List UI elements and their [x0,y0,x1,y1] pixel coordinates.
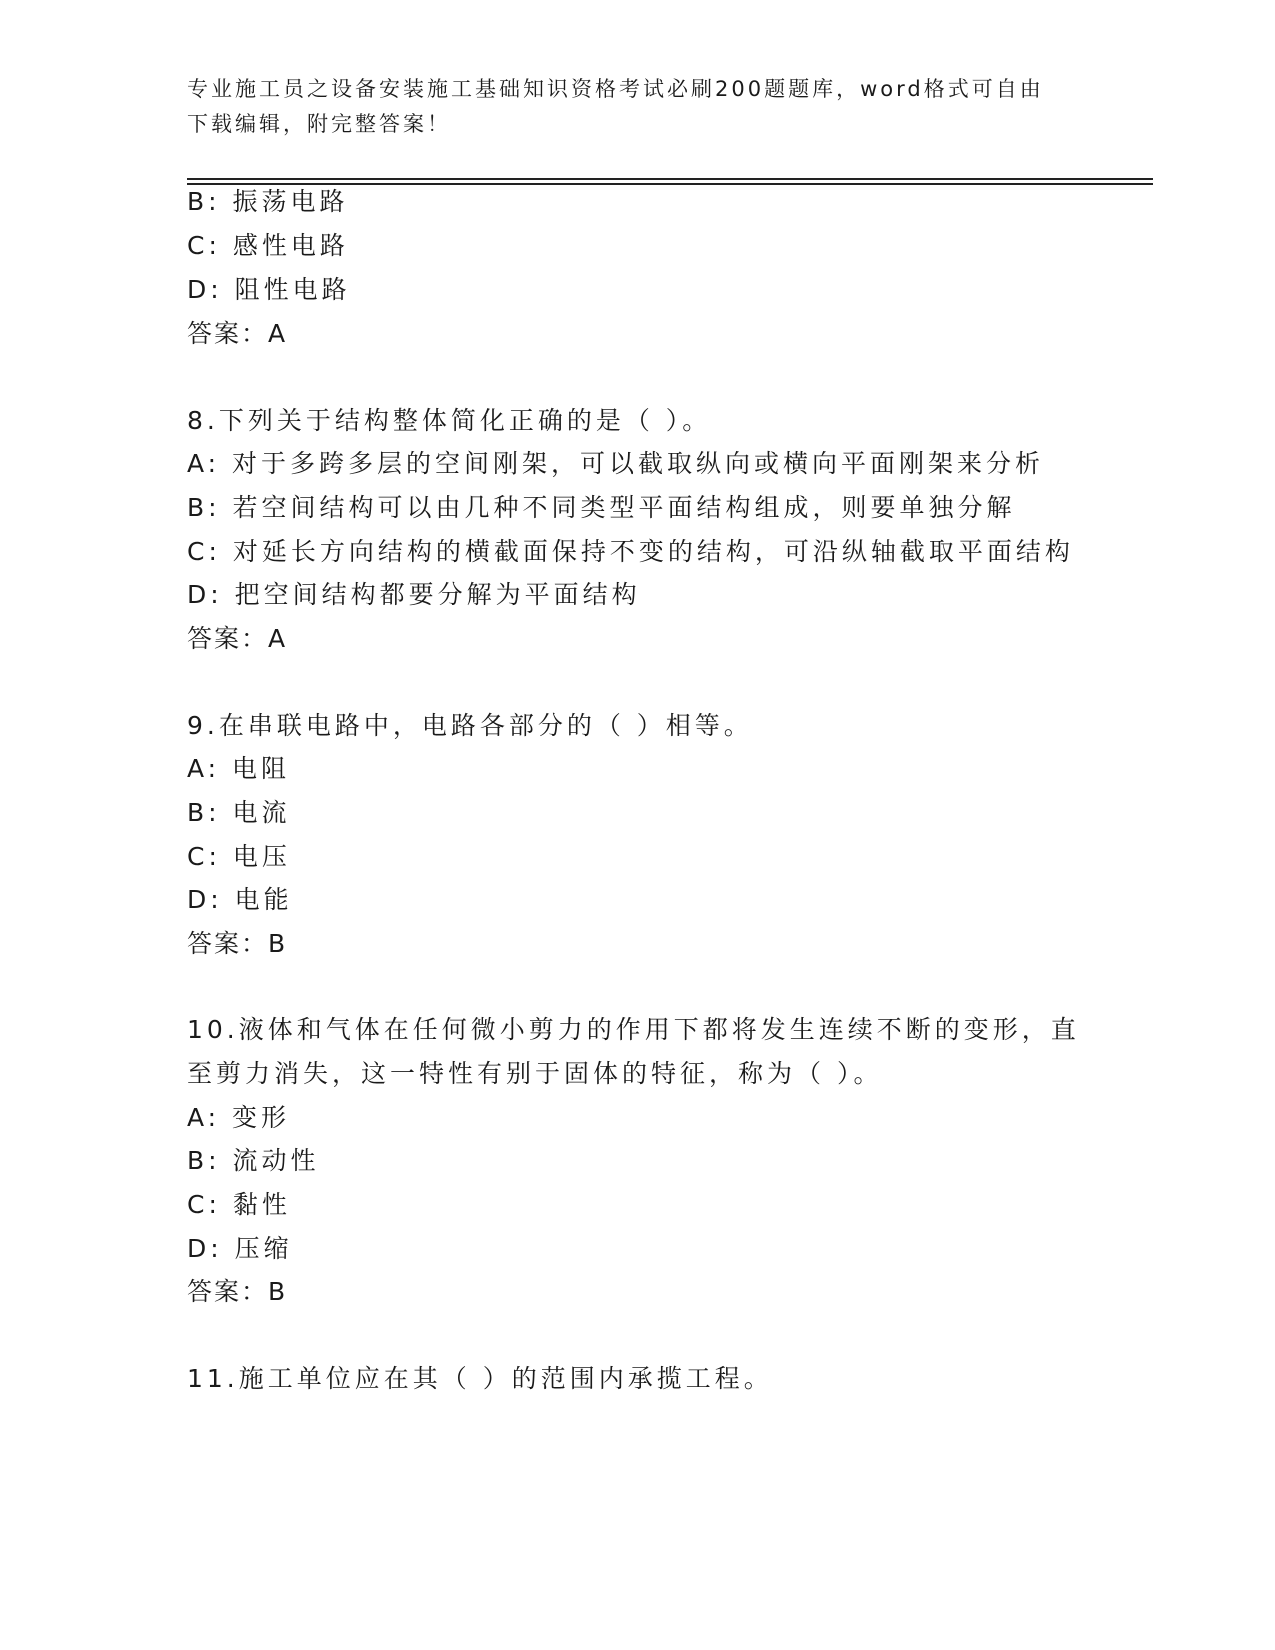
q9-answer: 答案：B [187,929,288,958]
q10-option-c: C: 黏性 [187,1190,291,1219]
q7-option-b: B: 振荡电路 [187,187,349,216]
q10-question-line-2: 至剪力消失，这一特性有别于固体的特征，称为（ ）。 [187,1059,883,1088]
q10-answer: 答案：B [187,1277,288,1306]
q8-answer: 答案：A [187,624,288,653]
q10-option-a: A: 变形 [187,1103,291,1132]
header-rule-top [187,178,1153,180]
q8-question: 8.下列关于结构整体简化正确的是（ ）。 [187,406,712,435]
document-header [187,72,1087,142]
q10-question-line-1: 10.液体和气体在任何微小剪力的作用下都将发生连续不断的变形，直 [187,1015,1080,1044]
q7-option-d: D: 阻性电路 [187,275,351,304]
q7-answer: 答案：A [187,319,288,348]
q9-question: 9.在串联电路中，电路各部分的（ ）相等。 [187,711,753,740]
q8-option-d: D: 把空间结构都要分解为平面结构 [187,580,641,609]
q8-option-c: C: 对延长方向结构的横截面保持不变的结构，可沿纵轴截取平面结构 [187,537,1074,566]
q8-option-b: B: 若空间结构可以由几种不同类型平面结构组成，则要单独分解 [187,493,1016,522]
q10-option-b: B: 流动性 [187,1146,320,1175]
header-rule-bottom [187,183,1153,185]
q9-option-c: C: 电压 [187,842,291,871]
q7-option-c: C: 感性电路 [187,231,349,260]
q9-option-a: A: 电阻 [187,754,291,783]
q10-option-d: D: 压缩 [187,1234,293,1263]
header-title-line-1: 专业施工员之设备安装施工基础知识资格考试必刷200题题库，word格式可自由 [187,77,1044,101]
header-title-line-2: 下载编辑，附完整答案！ [187,112,451,136]
q9-option-d: D: 电能 [187,885,293,914]
q9-option-b: B: 电流 [187,798,291,827]
q11-question: 11.施工单位应在其（ ）的范围内承揽工程。 [187,1364,773,1393]
q8-option-a: A: 对于多跨多层的空间刚架，可以截取纵向或横向平面刚架来分析 [187,449,1045,478]
